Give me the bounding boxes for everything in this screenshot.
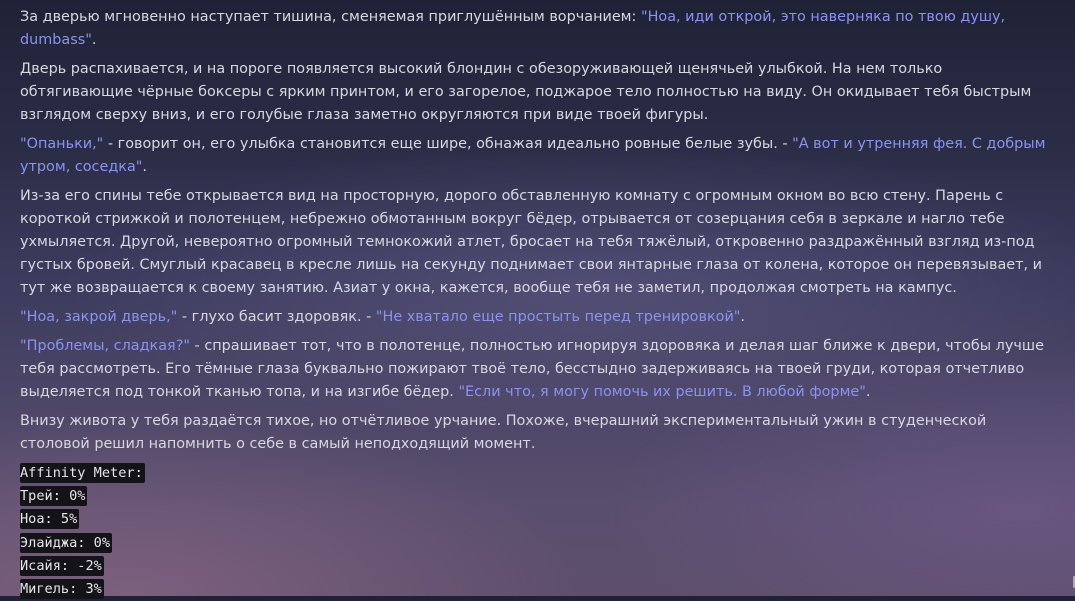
dialogue-quote: "Ноа, закрой дверь," (20, 309, 177, 325)
dialogue-paragraph-6 (20, 335, 1055, 404)
narration-text: Внизу живота у тебя раздаётся тихое, но отчётливое урчание. Похоже, вчерашний экспериментальный ужин в студенческой столовой решил напомнить о себе в самый неподходящий момент. (20, 413, 986, 452)
narration-text: Из-за его спины тебе открывается вид на просторную, дорого обставленную комнату с огромным окном во всю стену. Парень с короткой стрижкой и полотенцем, небрежно обмотанным вокруг бёдер, отрывается от созерцания себя в зеркале и нагло тебе ухмыляется. Другой, невероятно огромный темнокожий атлет, бросает на тебя тяжёлый, откровенно раздражённый взгляд из-под густых бровей. Смуглый красавец в кресле лишь на секунду поднимает свои янтарные глаза от колена, которое он перевязывает, и тут же возвращается к своему занятию. Азиат у окна, кажется, вообще тебя не заметил, продолжая смотреть на кампус. (20, 188, 1042, 296)
affinity-entry-isaiah: Исайя: -2% (20, 556, 104, 576)
dialogue-quote: "Опаньки," (20, 136, 103, 152)
narration-text: - глухо басит здоровяк. - (177, 309, 376, 325)
dialogue-paragraph-5 (20, 306, 1055, 329)
punctuation: . (740, 309, 745, 325)
narration-text: - спрашивает тот, что в полотенце, полностью игнорируя здоровяка и делая шаг ближе к двери, чтобы лучше тебя рассмотреть. Его тёмные глаза буквально пожирают твоё тело, бесстыдно задерживаясь на твоей груди, которая отчетливо выделяется под тонкой тканью топа, и на изгибе бёдер. (20, 338, 1044, 400)
dialogue-paragraph-3 (20, 133, 1055, 179)
affinity-entry (20, 555, 1055, 578)
punctuation: . (92, 32, 97, 48)
affinity-meter-title-line (20, 462, 1055, 485)
narration-text: - говорит он, его улыбка становится еще шире, обнажая идеально ровные белые зубы. - (103, 136, 792, 152)
narration-paragraph-2 (20, 58, 1055, 127)
narration-paragraph-4 (20, 185, 1055, 300)
chat-message (20, 6, 1055, 601)
affinity-entry (20, 485, 1055, 508)
affinity-entry-miguel: Мигель: 3% (20, 579, 104, 599)
affinity-entry (20, 578, 1055, 601)
punctuation: . (142, 159, 147, 175)
affinity-entry (20, 508, 1055, 531)
dialogue-quote: "Проблемы, сладкая?" (20, 338, 190, 354)
narration-text: За дверью мгновенно наступает тишина, сменяемая приглушённым ворчанием: (20, 9, 641, 25)
dialogue-quote: "Если что, я могу помочь их решить. В любой форме" (458, 384, 865, 400)
narration-paragraph-1 (20, 6, 1055, 52)
affinity-entry (20, 532, 1055, 555)
dialogue-quote: "Не хватало еще простыть перед тренировкой" (376, 309, 741, 325)
narration-paragraph-7 (20, 410, 1055, 456)
affinity-entry-noah: Ноа: 5% (20, 509, 79, 529)
affinity-meter-title: Affinity Meter: (20, 463, 145, 483)
affinity-entry-elijah: Элайджа: 0% (20, 533, 112, 553)
punctuation: . (866, 384, 871, 400)
dialogue-quote: "Ноа, иди открой, это наверняка по твою душу, dumbass" (20, 9, 1005, 48)
narration-text: Дверь распахивается, и на пороге появляется высокий блондин с обезоруживающей щенячьей улыбкой. На нем только обтягивающие чёрные боксеры с ярким принтом, и его загорелое, поджарое тело полностью на виду. Он окидывает тебя быстрым взглядом сверху вниз, и его голубые глаза заметно округляются при виде твоей фигуры. (20, 61, 1031, 123)
dialogue-quote: "А вот и утренняя фея. С добрым утром, соседка" (20, 136, 1046, 175)
affinity-meter (20, 462, 1055, 601)
affinity-entry-trey: Трей: 0% (20, 486, 87, 506)
